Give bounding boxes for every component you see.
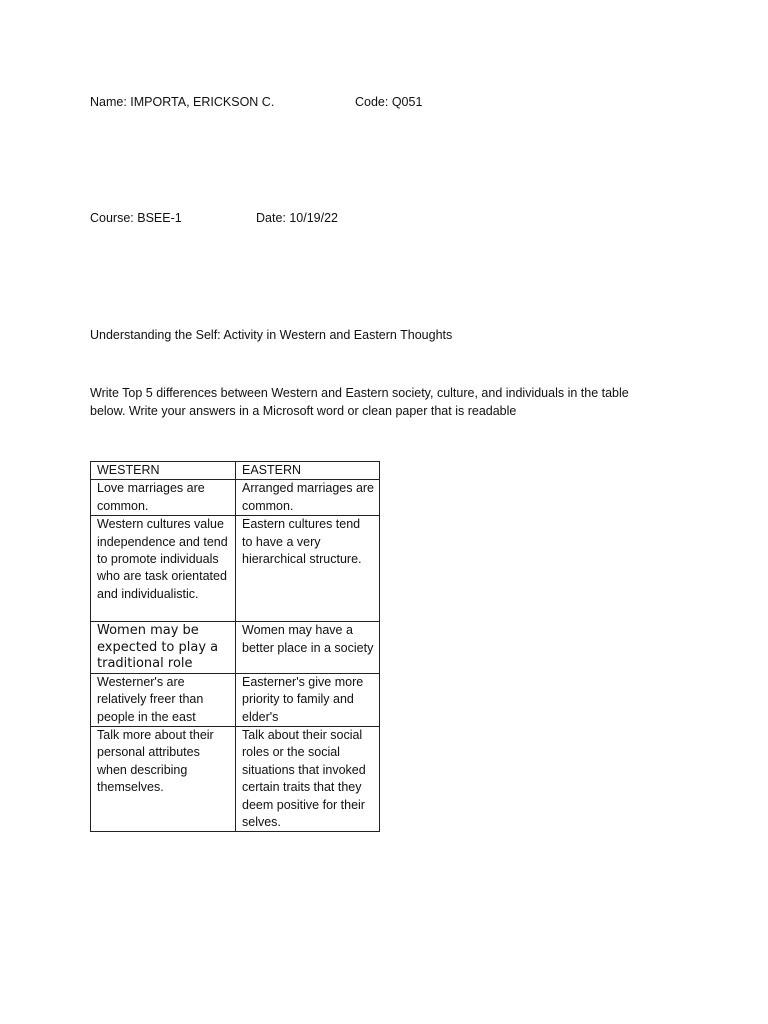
instructions: Write Top 5 differences between Western and Eastern society, culture, and individuals in the table below. Write your answers in a Microsoft word or clean paper that is readable xyxy=(90,386,629,418)
western-cell: Love marriages are common. xyxy=(91,480,236,516)
comparison-table xyxy=(90,461,380,832)
student-name: Name: IMPORTA, ERICKSON C. xyxy=(90,95,275,109)
eastern-cell: Eastern cultures tend to have a very hierarchical structure. xyxy=(236,516,380,622)
table-header-row xyxy=(91,462,380,480)
western-cell: Westerner's are relatively freer than people in the east xyxy=(91,673,236,726)
course: Course: BSEE-1 xyxy=(90,211,182,225)
table-row xyxy=(91,622,380,674)
table-row xyxy=(91,516,380,622)
western-cell: Women may be expected to play a traditional role xyxy=(91,622,236,674)
eastern-cell: Women may have a better place in a society xyxy=(236,622,380,674)
header-eastern: EASTERN xyxy=(236,462,380,480)
eastern-cell: Talk about their social roles or the social situations that invoked certain traits that they deem positive for their selves. xyxy=(236,726,380,831)
date: Date: 10/19/22 xyxy=(256,211,339,225)
table-row xyxy=(91,480,380,516)
eastern-cell: Arranged marriages are common. xyxy=(236,480,380,516)
activity-title: Understanding the Self: Activity in Western and Eastern Thoughts xyxy=(90,328,453,342)
header-western: WESTERN xyxy=(91,462,236,480)
student-code: Code: Q051 xyxy=(355,95,423,109)
western-cell: Western cultures value independence and tend to promote individuals who are task orientated and individualistic. xyxy=(91,516,236,622)
table-row xyxy=(91,673,380,726)
western-cell: Talk more about their personal attributes when describing themselves. xyxy=(91,726,236,831)
eastern-cell: Easterner's give more priority to family and elder's xyxy=(236,673,380,726)
table-row xyxy=(91,726,380,831)
